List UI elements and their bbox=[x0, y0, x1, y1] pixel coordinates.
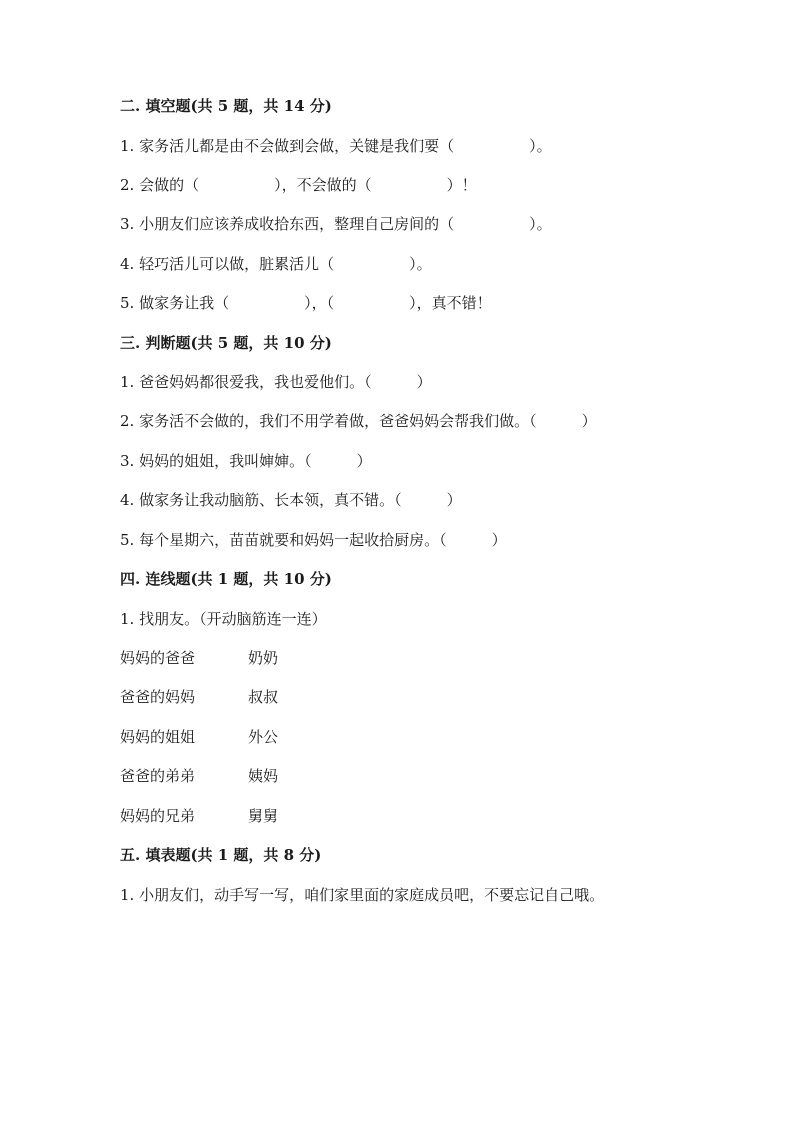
matching-right-item-4: 姨妈 bbox=[248, 767, 279, 785]
matching-right-item-1: 奶奶 bbox=[248, 649, 279, 667]
true-false-question-3: 3. 妈妈的姐姐，我叫婶婶。（ ） bbox=[120, 452, 372, 470]
matching-left-item-2: 爸爸的妈妈 bbox=[120, 688, 196, 706]
fill-blank-question-5: 5. 做家务让我（ ），（ ），真不错！ bbox=[120, 294, 492, 312]
true-false-question-4: 4. 做家务让我动脑筋、长本领，真不错。（ ） bbox=[120, 491, 462, 509]
true-false-question-1: 1. 爸爸妈妈都很爱我，我也爱他们。（ ） bbox=[120, 373, 432, 391]
matching-left-item-4: 爸爸的弟弟 bbox=[120, 767, 196, 785]
fill-blank-question-2: 2. 会做的（ ），不会做的（ ）！ bbox=[120, 176, 477, 194]
fill-blank-question-3: 3. 小朋友们应该养成收拾东西，整理自己房间的（ ）。 bbox=[120, 215, 552, 233]
true-false-question-5: 5. 每个星期六，苗苗就要和妈妈一起收拾厨房。（ ） bbox=[120, 531, 507, 549]
matching-question: 1. 找朋友。（开动脑筋连一连） bbox=[120, 610, 327, 628]
matching-left-item-1: 妈妈的爸爸 bbox=[120, 649, 196, 667]
section-2-title: 二. 填空题(共 5 题，共 14 分) bbox=[120, 97, 332, 115]
section-5-title: 五. 填表题(共 1 题，共 8 分) bbox=[120, 846, 322, 864]
fill-blank-question-1: 1. 家务活儿都是由不会做到会做，关键是我们要（ ）。 bbox=[120, 137, 552, 155]
matching-left-item-5: 妈妈的兄弟 bbox=[120, 807, 196, 825]
matching-right-item-3: 外公 bbox=[248, 728, 279, 746]
section-4-title: 四. 连线题(共 1 题，共 10 分) bbox=[120, 570, 332, 588]
fill-blank-question-4: 4. 轻巧活儿可以做，脏累活儿（ ）。 bbox=[120, 255, 432, 273]
matching-left-item-3: 妈妈的姐姐 bbox=[120, 728, 196, 746]
true-false-question-2: 2. 家务活不会做的，我们不用学着做，爸爸妈妈会帮我们做。（ ） bbox=[120, 412, 597, 430]
matching-right-item-2: 叔叔 bbox=[248, 688, 279, 706]
table-fill-question: 1. 小朋友们，动手写一写，咱们家里面的家庭成员吧，不要忘记自己哦。 bbox=[120, 886, 605, 904]
matching-right-item-5: 舅舅 bbox=[248, 807, 279, 825]
section-3-title: 三. 判断题(共 5 题，共 10 分) bbox=[120, 334, 332, 352]
